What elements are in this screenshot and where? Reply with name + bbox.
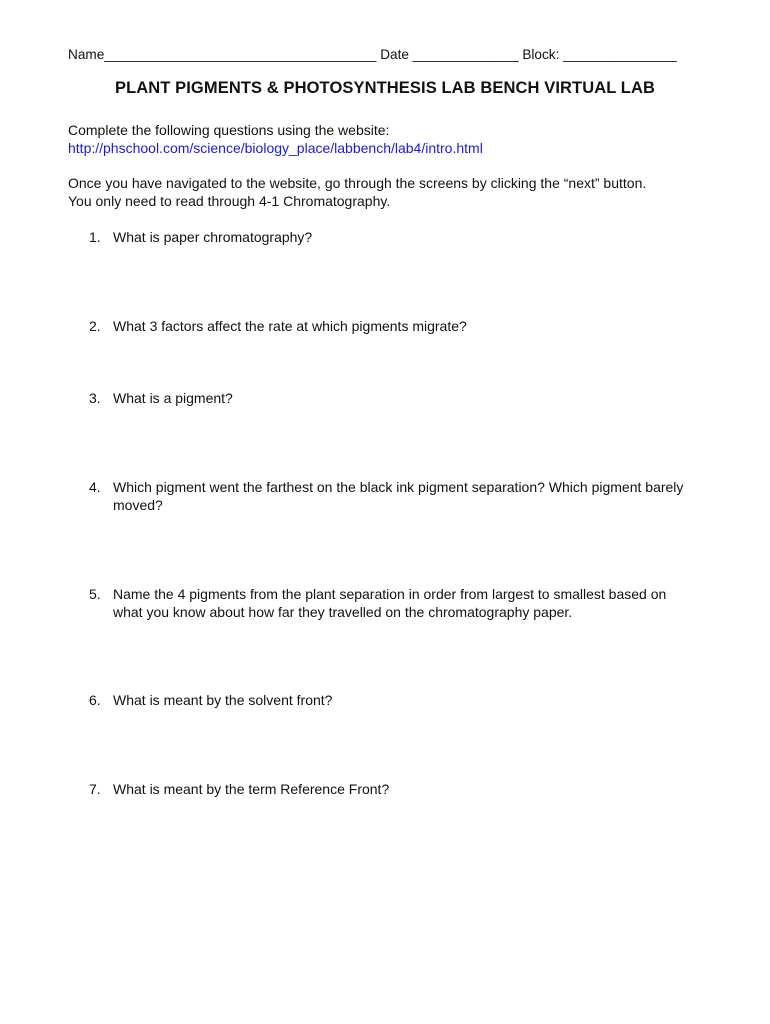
question-item xyxy=(89,585,699,621)
instructions-line-2: You only need to read through 4-1 Chromatography. xyxy=(68,193,391,209)
question-item xyxy=(89,478,699,514)
website-link[interactable]: http://phschool.com/science/biology_place/labbench/lab4/intro.html xyxy=(68,140,483,156)
question-number: 1. xyxy=(89,229,101,245)
intro-text: Complete the following questions using the website: xyxy=(68,122,390,138)
question-number: 5. xyxy=(89,586,101,602)
question-item xyxy=(89,691,699,709)
question-text: What is meant by the term Reference Front? xyxy=(113,781,390,797)
question-number: 2. xyxy=(89,318,101,334)
question-number: 4. xyxy=(89,479,101,495)
instructions-paragraph xyxy=(68,174,708,210)
instructions-line-1: Once you have navigated to the website, go through the screens by clicking the “next” button. xyxy=(68,175,647,191)
question-item xyxy=(89,389,699,407)
question-text: Which pigment went the farthest on the black ink pigment separation? Which pigment barely moved? xyxy=(113,479,684,513)
name-field[interactable]: Name____________________________________ xyxy=(68,47,377,62)
block-field[interactable]: Block: _______________ xyxy=(522,47,677,62)
date-field[interactable]: Date ______________ xyxy=(380,47,519,62)
question-item xyxy=(89,317,699,335)
question-number: 6. xyxy=(89,692,101,708)
question-item xyxy=(89,780,699,798)
page-title: PLANT PIGMENTS & PHOTOSYNTHESIS LAB BENCH VIRTUAL LAB xyxy=(114,79,656,97)
question-text: What is meant by the solvent front? xyxy=(113,692,333,708)
question-text: Name the 4 pigments from the plant separation in order from largest to smallest based on what you know about how far they travelled on the chromatography paper. xyxy=(113,586,667,620)
student-info-line xyxy=(68,46,708,64)
intro-paragraph xyxy=(68,121,708,157)
question-text: What is a pigment? xyxy=(113,390,233,406)
question-text: What 3 factors affect the rate at which pigments migrate? xyxy=(113,318,467,334)
question-number: 7. xyxy=(89,781,101,797)
question-item xyxy=(89,228,699,246)
question-number: 3. xyxy=(89,390,101,406)
question-text: What is paper chromatography? xyxy=(113,229,313,245)
